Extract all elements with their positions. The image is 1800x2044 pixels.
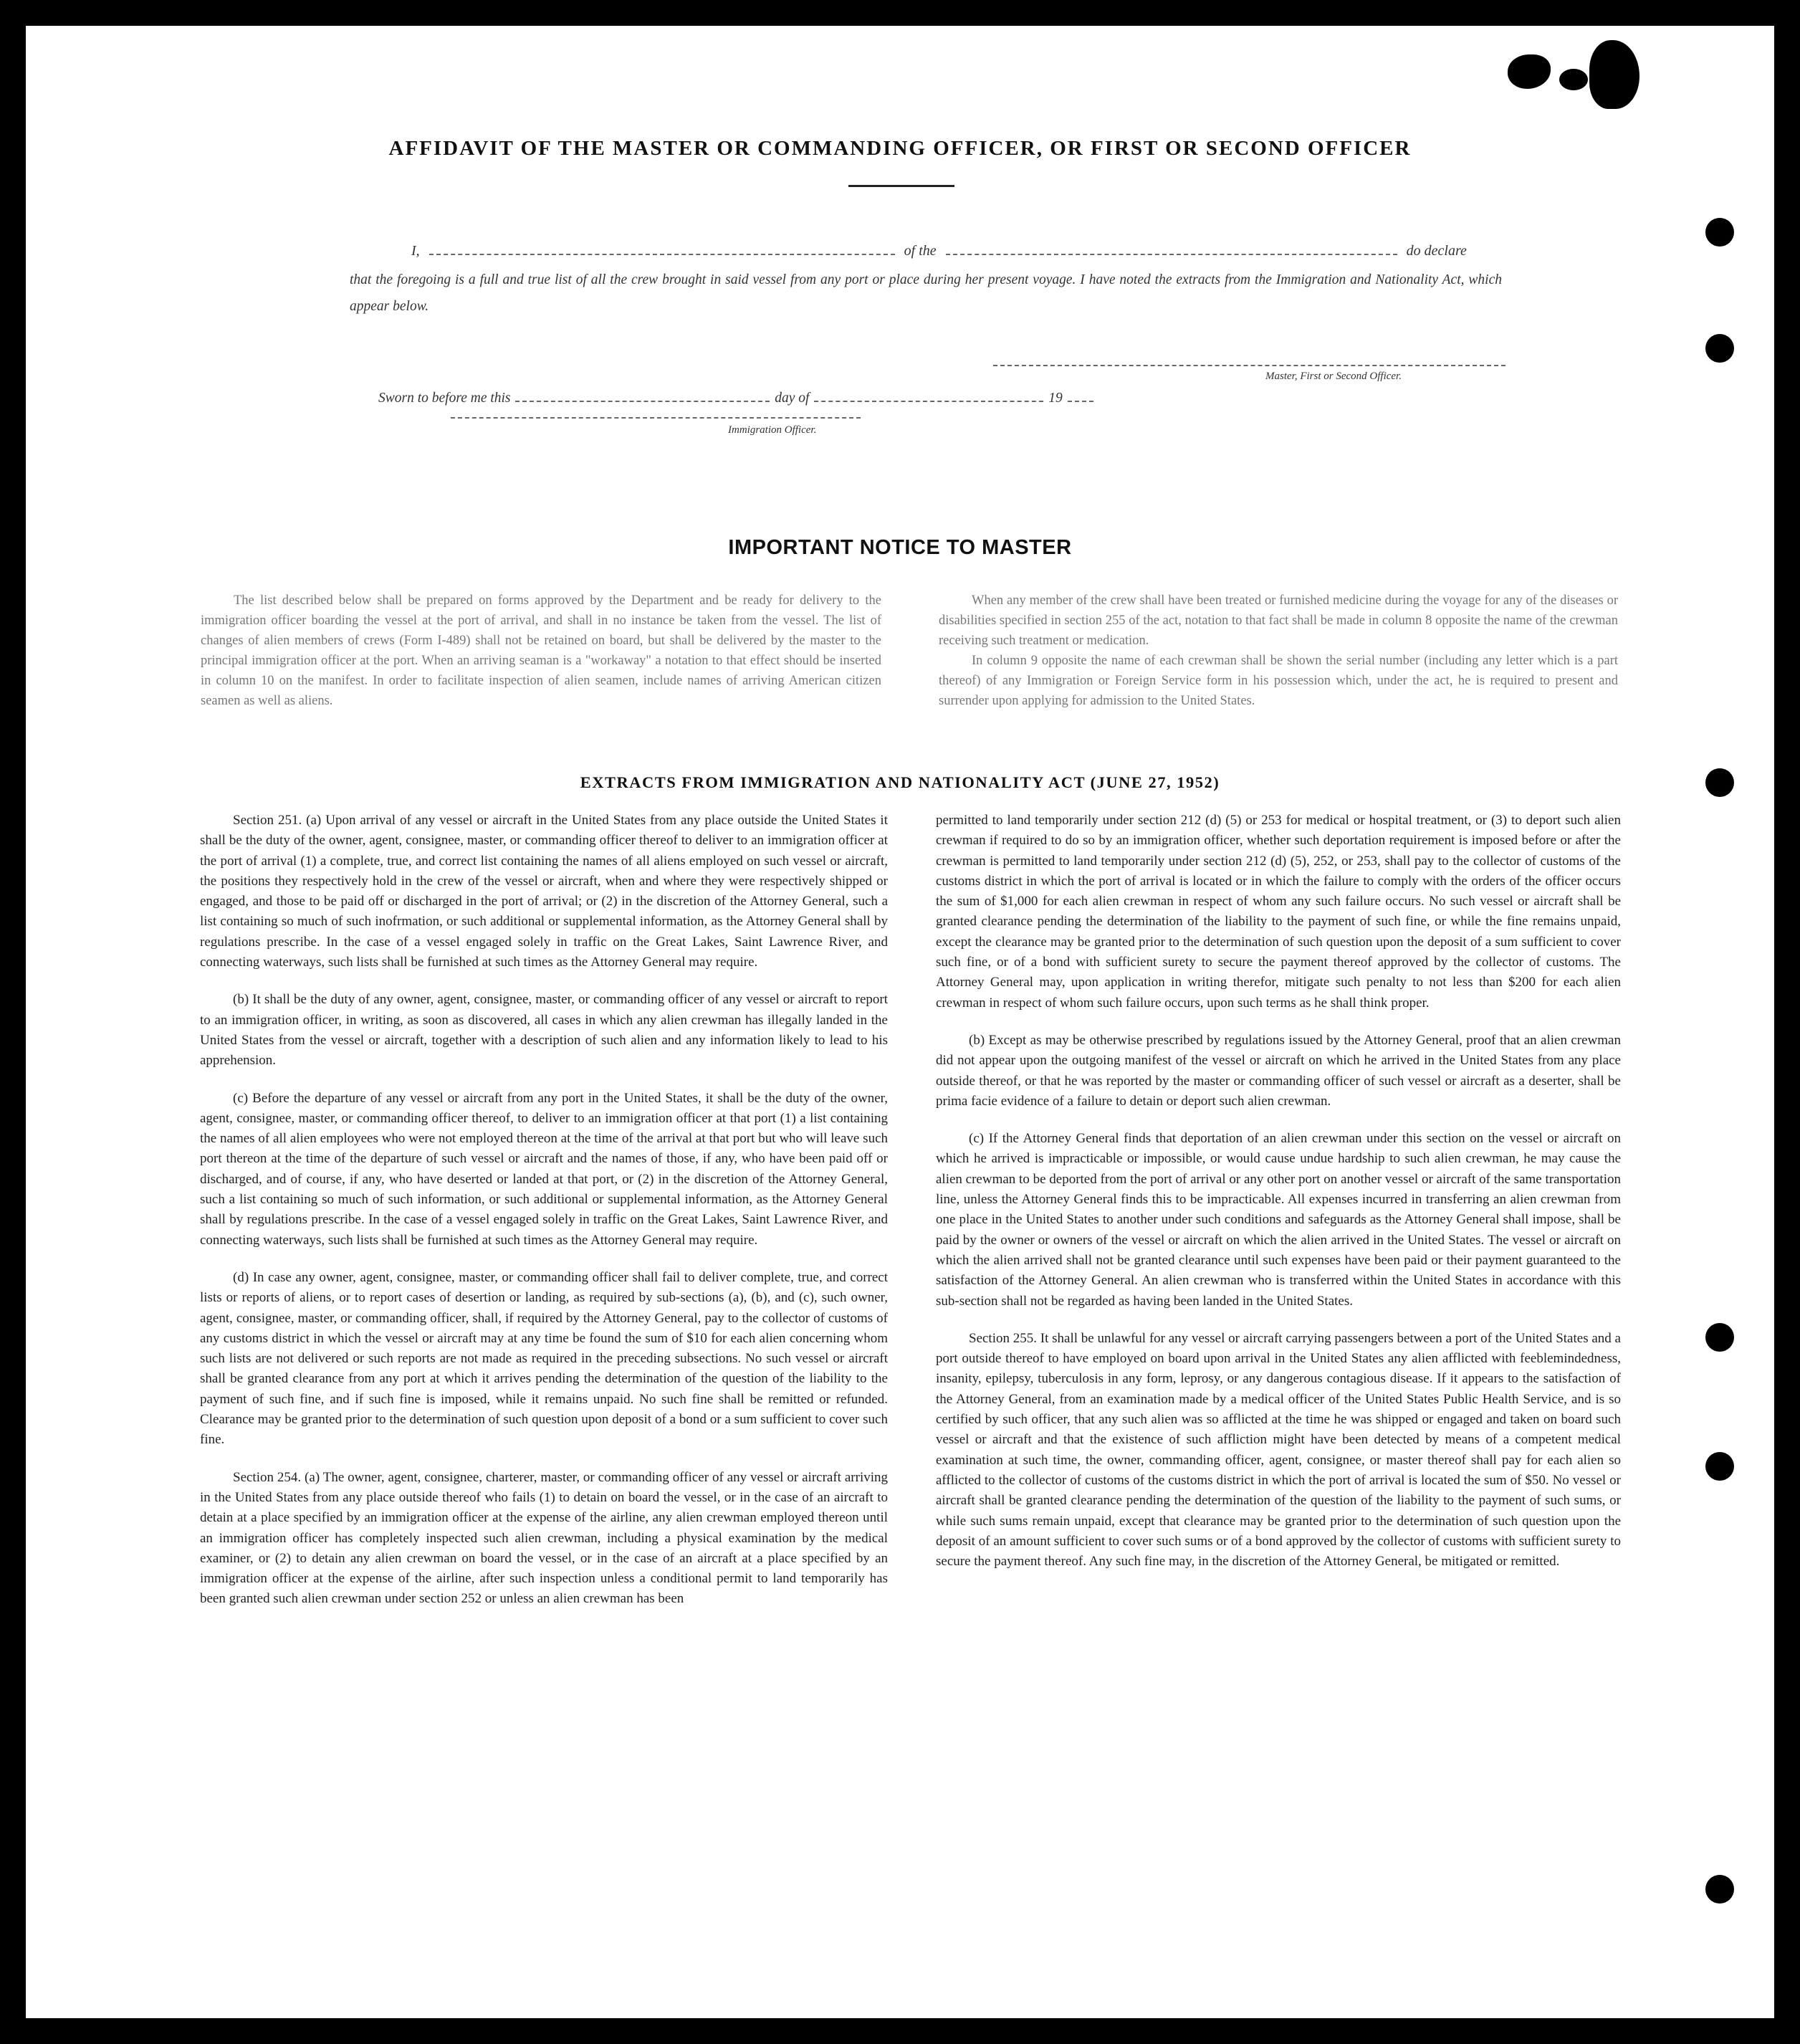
day-of-label: day of	[775, 391, 810, 406]
binder-hole	[1705, 1452, 1734, 1481]
do-declare-label: do declare	[1406, 243, 1467, 259]
notice-left-column	[201, 591, 881, 711]
declaration-text: that the foregoing is a full and true list of all the crew brought in said vessel from any port or place during her present voyage. I have noted the extracts from the Immigration and Nationality Act, which appear below.	[350, 272, 1502, 314]
section-251c: (c) Before the departure of any vessel or aircraft from any port in the United States, it shall be the duty of the owner, agent, consignee, master, or commanding officer thereof, to deliver to an immigration officer at that port (1) a list containing the names of all alien employees who were not employed thereon at the time of the arrival at that port but who will leave such port thereon at the time of the departure of such vessel or aircraft and the names of those, if any, who have been paid off or discharged, and of course, if any, who have deserted or landed at that port, or (2) in the discretion of the Attorney General, such a list containing so much of such information, or such additional or supplemental information, as the Attorney General shall by regulations prescribe. In the case of a vessel engaged solely in traffic on the Great Lakes, Saint Lawrence River, and connecting waterways, such lists shall be furnished at such times as the Attorney General may require.	[200, 1090, 888, 1248]
notice-paragraph: The list described below shall be prepared on forms approved by the Department and be ready for delivery to the immigration officer boarding the vessel at the port of arrival, and shall in no instance be taken from the vessel. The list of changes of alien members of crews (Form I-489) shall not be retained on board, but shall be delivered by the master to the principal immigration officer at the port. When an arriving seaman is a "workaway" a notation to that effect should be inserted in column 10 on the manifest. In order to facilitate inspection of alien seamen, include names of arriving American citizen seamen as well as aliens.	[201, 593, 881, 708]
document-page	[26, 26, 1774, 2018]
section-251d: (d) In case any owner, agent, consignee, master, or commanding officer shall fail to deliver complete, true, and correct lists or reports of aliens, or to report cases of desertion or landing, as required by sub-sections (a), (b), and (c), such owner, agent, consignee, master, or commanding officer, shall, if required by the Attorney General, pay to the collector of customs of any customs district in which the vessel or aircraft may at any time be found the sum of $10 for each alien concerning whom such lists are not delivered or such reports are not made as required in the preceding subsections. No such vessel or aircraft shall be granted clearance from any port at which it arrives pending the determination of the question of the liability to the payment of such fine, and if such fine is imposed, while it remains unpaid. No such fine shall be remitted or refunded. Clearance may be granted prior to the determination of such question upon deposit of a bond or a sum sufficient to cover such fine.	[200, 1269, 888, 1448]
name-field[interactable]	[429, 254, 895, 255]
ink-blot	[1559, 69, 1588, 90]
sworn-year-field[interactable]	[1068, 401, 1093, 402]
declaration-line	[411, 243, 1529, 259]
vessel-field[interactable]	[946, 254, 1397, 255]
binder-hole	[1705, 1875, 1734, 1904]
sworn-month-field[interactable]	[814, 401, 1043, 402]
sworn-line	[378, 391, 1202, 406]
notice-paragraph: When any member of the crew shall have been treated or furnished medicine during the voyage for any of the diseases or disabilities specified in section 255 of the act, notation to that fact shall be made in column 8 opposite the name of the crewman receiving such treatment or medication.	[939, 593, 1618, 648]
extracts-right-column	[936, 811, 1621, 1572]
i-label: I,	[411, 243, 420, 259]
sworn-day-field[interactable]	[515, 401, 770, 402]
extracts-title: EXTRACTS FROM IMMIGRATION AND NATIONALITY ACT (JUNE 27, 1952)	[580, 773, 1220, 791]
binder-hole	[1705, 1323, 1734, 1352]
sworn-label: Sworn to before me this	[378, 391, 511, 406]
binder-hole	[1705, 334, 1734, 363]
year-label: 19	[1048, 391, 1063, 406]
title-rule	[848, 185, 954, 187]
section-254c: (c) If the Attorney General finds that deportation of an alien crewman under this section on the vessel or aircraft on which he arrived is impracticable or impossible, or would cause undue hardship to such alien crewman, he may cause the alien crewman to be deported from the port of arrival or any other port on another vessel or aircraft of the same transportation line, unless the Attorney General finds this to be impracticable. All expenses incurred in transferring an alien crewman from one place in the United States to another under such conditions and safeguards as the Attorney General shall impose, shall be paid by the owner or owners of the vessel or aircraft on which the alien arrived in the United States. The vessel or aircraft on which the alien arrived shall not be granted clearance until such expenses have been paid or their payment guaranteed to the satisfaction of the Attorney General. An alien crewman who is transferred within the United States in accordance with this sub-section shall not be regarded as having been landed in the United States.	[936, 1131, 1621, 1309]
section-251a: Section 251. (a) Upon arrival of any vessel or aircraft in the United States from any place outside the United States it shall be the duty of the owner, agent, consignee, master, or commanding officer thereof to deliver to an immigration officer at the port of arrival (1) a complete, true, and correct list containing the names of all aliens employed on such vessel or aircraft, the positions they respectively hold in the crew of the vessel or aircraft, when and where they were respectively shipped or engaged, and those to be paid off or discharged in the port of arrival; or (2) in the discretion of the Attorney General, such a list containing so much of such inofrmation, or such additional or supplemental information, as the Attorney General shall by regulations prescribe. In the case of a vessel engaged solely in traffic on the Great Lakes, Saint Lawrence River, and connecting waterways, such lists shall be furnished at such times as the Attorney General may require.	[200, 813, 888, 970]
ink-blot	[1589, 40, 1639, 109]
binder-hole	[1705, 218, 1734, 247]
master-caption: Master, First or Second Officer.	[1265, 371, 1402, 382]
section-251b: (b) It shall be the duty of any owner, agent, consignee, master, or commanding officer of any vessel or aircraft to report to an immigration officer, in writing, as soon as discovered, all cases in which any alien crewman has illegally landed in the United States from the vessel or aircraft, together with a description of such alien and any information likely to lead to his apprehension.	[200, 992, 888, 1069]
section-254a: Section 254. (a) The owner, agent, consignee, charterer, master, or commanding officer of any vessel or aircraft arriving in the United States from any place outside thereof who fails (1) to detain on board the vessel, or in the case of an aircraft to detain at a place specified by an immigration officer at the expense of the airline, any alien crewman employed thereon until an immigration officer has completely inspected such alien crewman, including a physical examination by the medical examiner, or (2) to detain any alien crewman on board the vessel, or in the case of an aircraft at a place specified by an immigration officer at the expense of the airline, after such inspection unless a conditional permit to land temporarily has been granted such alien crewman under section 252 or unless an alien crewman has been	[200, 1469, 888, 1607]
officer-caption: Immigration Officer.	[728, 424, 817, 436]
section-254a-continued: permitted to land temporarily under section 212 (d) (5) or 253 for medical or hospital treatment, or (3) to deport such alien crewman if required to do so by an immigration officer, whether such deportation requirement is imposed before or after the crewman is permitted to land temporarily under section 212 (d) (5), 252, or 253, shall pay to the collector of customs of the customs district in which the port of arrival is located or in which the failure to comply with the orders of the officer occurs the sum of $1,000 for each alien crewman in respect of whom any such failure occurs. No such vessel or aircraft shall be granted clearance pending the determination of the liability to the payment of such fine, or while the fine remains unpaid, except the clearance may be granted prior to the determination of such question upon the deposit of a sum sufficient to cover such fine, or of a bond with sufficient surety to secure the payment thereof approved by the collector of customs. The Attorney General may, upon application in writing therefor, mitigate such penalty to not less than $200 for each alien crewman in respect of whom such failure occurs, upon such terms as he shall think proper.	[936, 813, 1621, 1011]
notice-paragraph: In column 9 opposite the name of each crewman shall be shown the serial number (including any letter which is a part thereof) of any Immigration or Foreign Service form in his possession which, under the act, he is required to present and surrender upon applying for admission to the United States.	[939, 654, 1618, 708]
section-254b: (b) Except as may be otherwise prescribed by regulations issued by the Attorney General, proof that an alien crewman did not appear upon the outgoing manifest of the vessel or aircraft on which he arrived in the United States from any place outside thereof, or that he was reported by the master or commanding officer of such vessel or aircraft as a deserter, shall be prima facie evidence of a failure to detain or deport such alien crewman.	[936, 1032, 1621, 1109]
notice-right-column	[939, 591, 1618, 711]
notice-title: IMPORTANT NOTICE TO MASTER	[728, 536, 1072, 559]
section-255: Section 255. It shall be unlawful for any vessel or aircraft carrying passengers between a port of the United States and a port outside thereof to have employed on board upon arrival in the United States any alien afflicted with feeblemindedness, insanity, epilepsy, tuberculosis in any form, leprosy, or any dangerous contagious disease. If it appears to the satisfaction of the Attorney General, from an examination made by a medical officer of the United States Public Health Service, and is so certified by such officer, that any such alien was so afflicted at the time he was shipped or engaged and taken on board such vessel or aircraft and that the existence of such affliction might have been detected by means of a competent medical examination at such time, the owner, commanding officer, agent, consignee, or master thereof shall pay for each alien so afflicted to the collector of customs of the customs district in which the port of arrival is located the sum of $50. No vessel or aircraft shall be granted clearance pending the determination of the question of the liability to the payment of such sums, or while such sums remain unpaid, except that clearance may be granted prior to the determination of such question upon the deposit of an amount sufficient to cover such sums or of a bond approved by the collector of customs with sufficient surety to secure the payment thereof. Any such fine may, in the discretion of the Attorney General, be mitigated or remitted.	[936, 1330, 1621, 1570]
extracts-left-column	[200, 811, 888, 1610]
of-the-label: of the	[904, 243, 937, 259]
ink-blot	[1508, 54, 1551, 89]
master-signature-line[interactable]	[993, 365, 1505, 366]
affidavit-title: AFFIDAVIT OF THE MASTER OR COMMANDING OFFICER, OR FIRST OR SECOND OFFICER	[388, 137, 1412, 160]
officer-signature-line[interactable]	[451, 417, 861, 419]
